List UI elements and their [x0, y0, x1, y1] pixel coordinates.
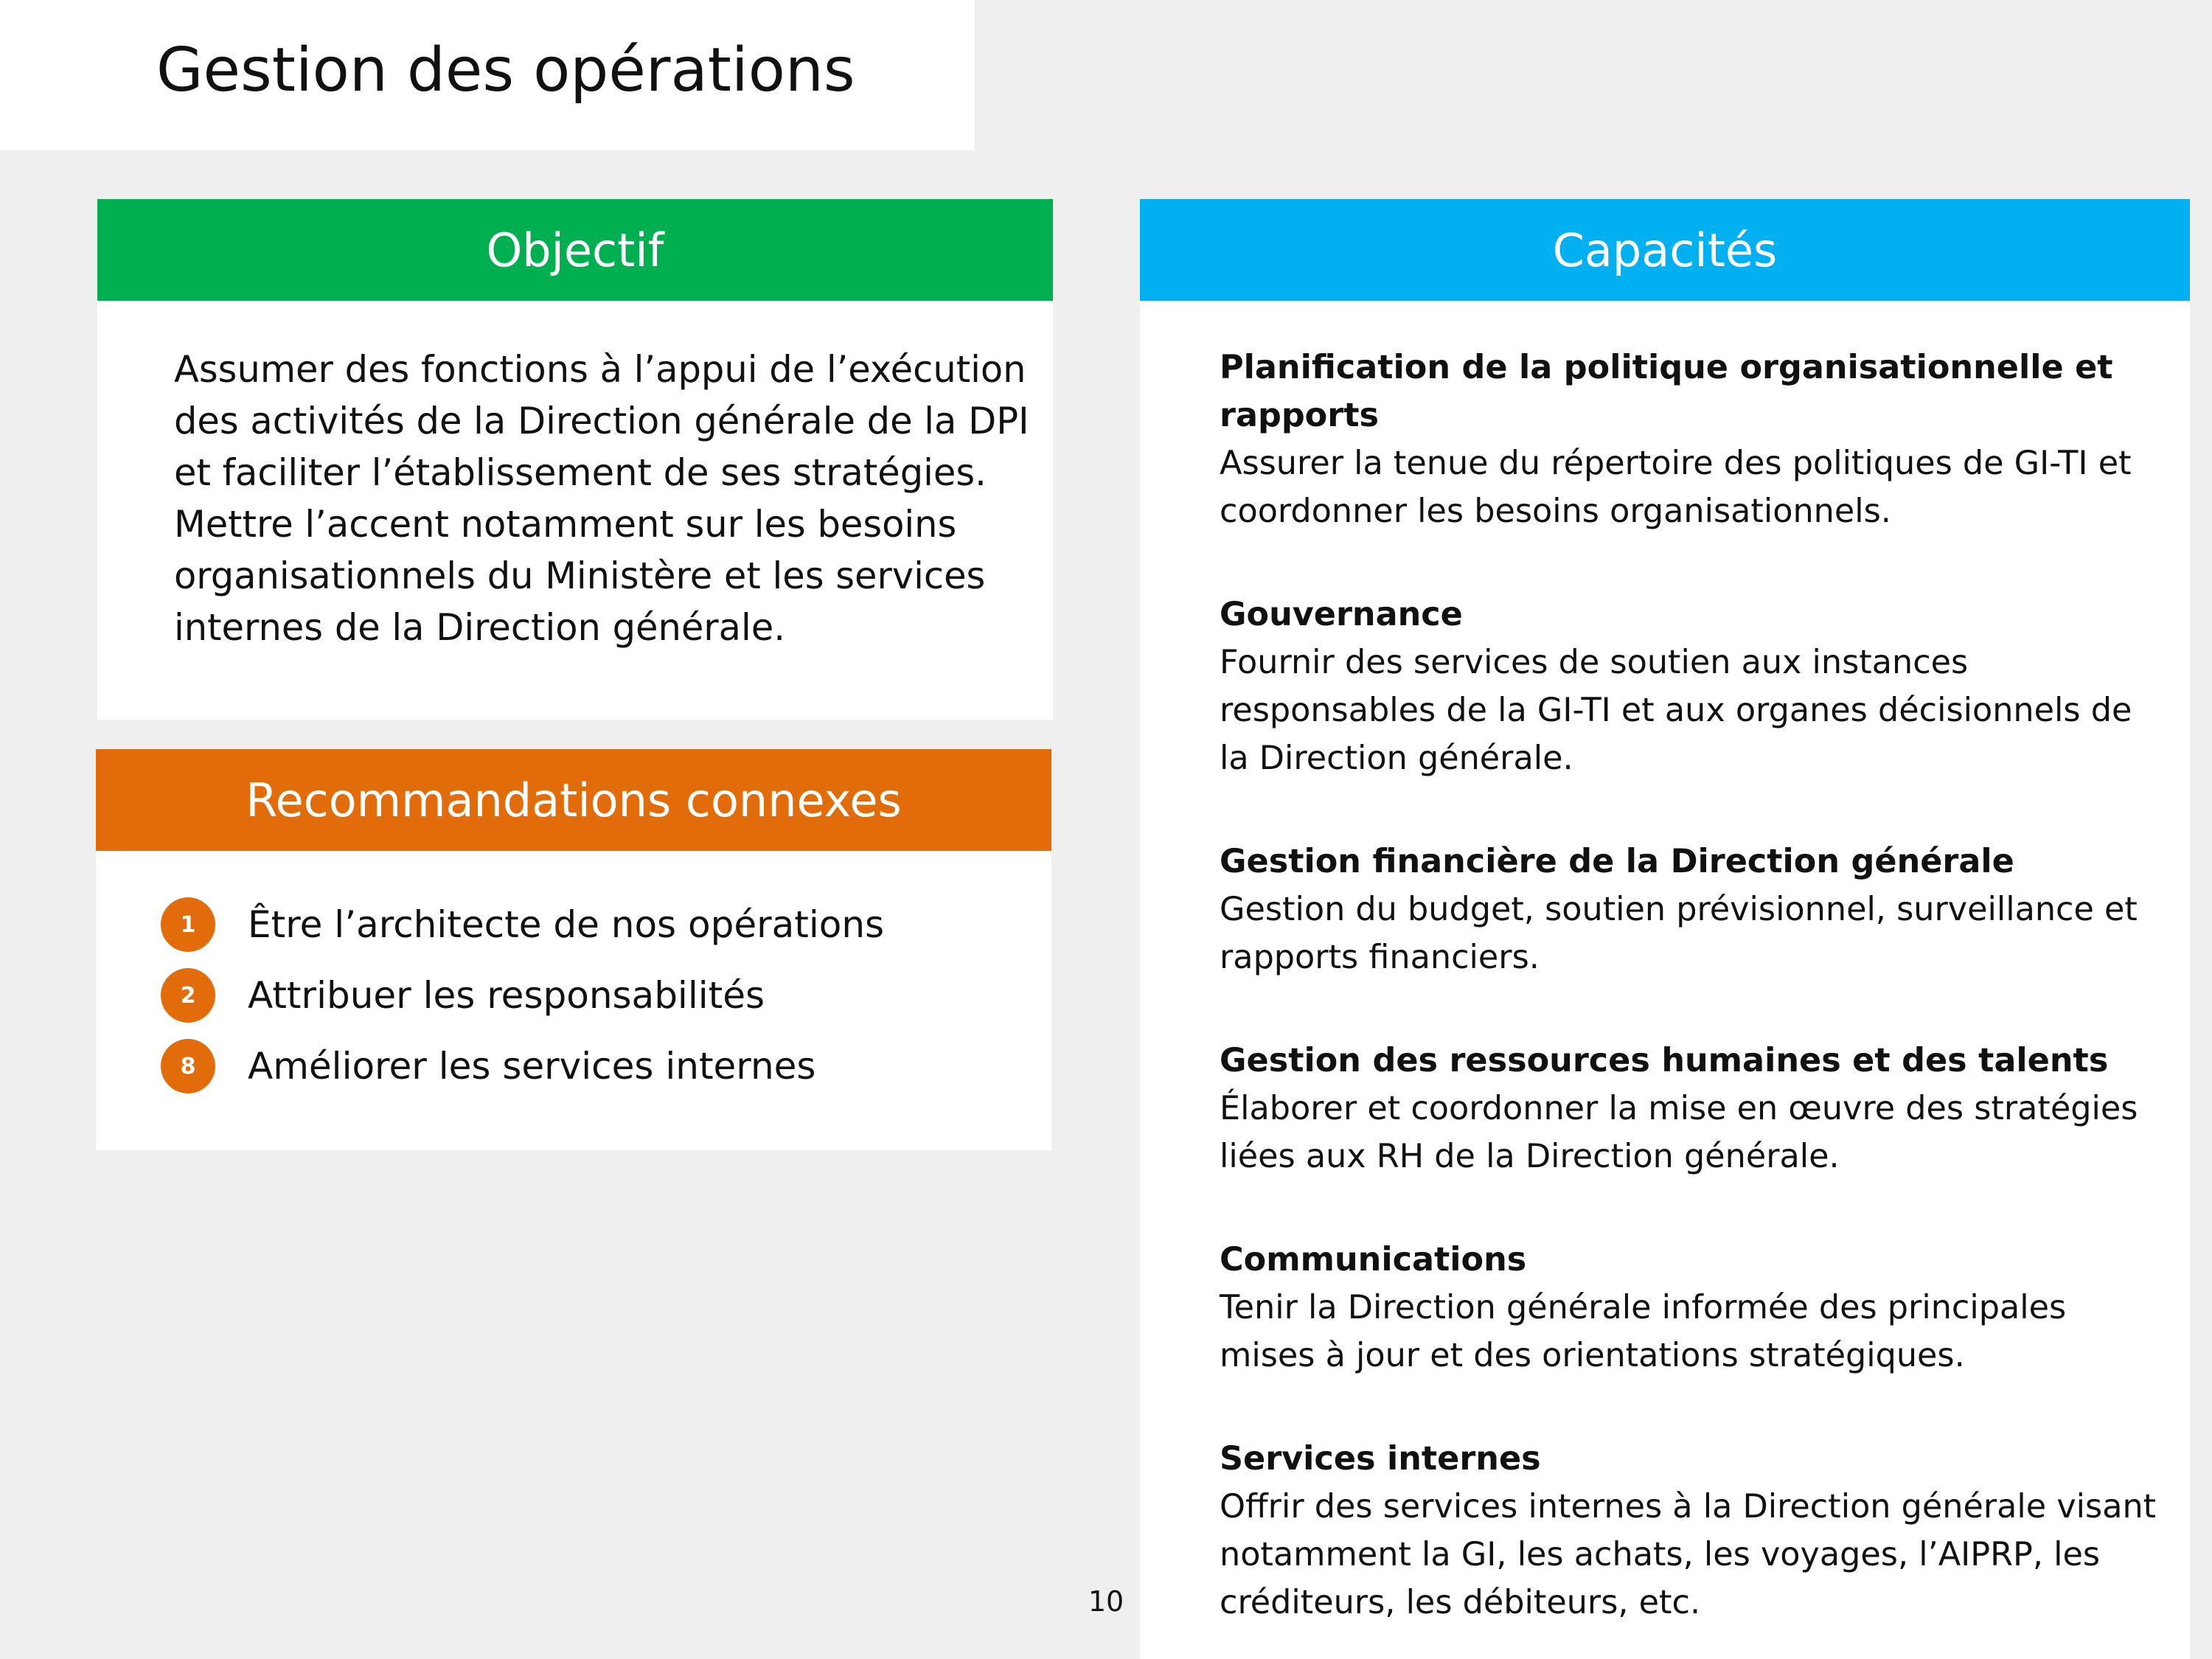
capacite-item: [1220, 1236, 2171, 1380]
objectif-header: Objectif: [97, 199, 1053, 301]
capacite-item: [1220, 838, 2171, 981]
recommandation-item: [161, 960, 884, 1031]
recommandations-panel: [96, 749, 1051, 1150]
capacite-description: Tenir la Direction générale informée des principales mises à jour et des orientations stratégiques.: [1220, 1289, 2067, 1374]
recommandation-label: Améliorer les services internes: [248, 1045, 816, 1088]
recommandation-number-badge: 2: [161, 968, 215, 1023]
capacite-description: Fournir des services de soutien aux instances responsables de la GI-TI et aux organes décisionnels de la Direction générale.: [1220, 644, 2132, 777]
capacite-description: Offrir des services internes à la Direction générale visant notamment la GI, les achats, les voyages, l’AIPRP, les créditeurs, les débiteurs, etc.: [1220, 1488, 2157, 1621]
page-number: 10: [1088, 1585, 1124, 1618]
objectif-text: Assumer des fonctions à l’appui de l’exécution des activités de la Direction générale de la DPI et faciliter l’établissement de ses stratégies. Mettre l’accent notamment sur les besoins organisationnels du Ministère et les services internes de la Direction générale.: [174, 348, 1029, 649]
objectif-panel: [97, 199, 1053, 720]
capacite-description: Élaborer et coordonner la mise en œuvre des stratégies liées aux RH de la Direction générale.: [1220, 1090, 2138, 1175]
title-box: [0, 0, 975, 150]
capacite-title: Communications: [1220, 1241, 1527, 1279]
recommandation-label: Être l’architecte de nos opérations: [248, 903, 885, 946]
page-title: Gestion des opérations: [156, 35, 855, 105]
capacite-title: Services internes: [1220, 1440, 1541, 1478]
capacite-item: [1220, 591, 2171, 782]
capacite-description: Assurer la tenue du répertoire des politiques de GI-TI et coordonner les besoins organisationnels.: [1220, 445, 2132, 530]
capacite-item: [1220, 1435, 2171, 1627]
recommandation-label: Attribuer les responsabilités: [248, 974, 765, 1017]
capacite-item: [1220, 344, 2171, 535]
capacite-item: [1220, 1037, 2171, 1180]
capacite-title: Planification de la politique organisationnelle et rapports: [1220, 349, 2113, 434]
recommandation-item: [161, 889, 884, 960]
recommandation-number-badge: 1: [161, 897, 215, 952]
capacite-title: Gestion financière de la Direction générale: [1220, 843, 2014, 880]
recommandations-list: [161, 889, 884, 1102]
capacite-description: Gestion du budget, soutien prévisionnel, surveillance et rapports financiers.: [1220, 891, 2138, 976]
capacites-panel: [1140, 199, 2190, 1659]
capacite-title: Gestion des ressources humaines et des talents: [1220, 1042, 2109, 1079]
recommandation-item: [161, 1031, 884, 1102]
capacite-title: Gouvernance: [1220, 596, 1463, 633]
capacites-list: [1220, 344, 2171, 1627]
recommandations-header: Recommandations connexes: [96, 749, 1051, 851]
capacites-header: Capacités: [1140, 199, 2190, 301]
recommandation-number-badge: 8: [161, 1039, 215, 1093]
